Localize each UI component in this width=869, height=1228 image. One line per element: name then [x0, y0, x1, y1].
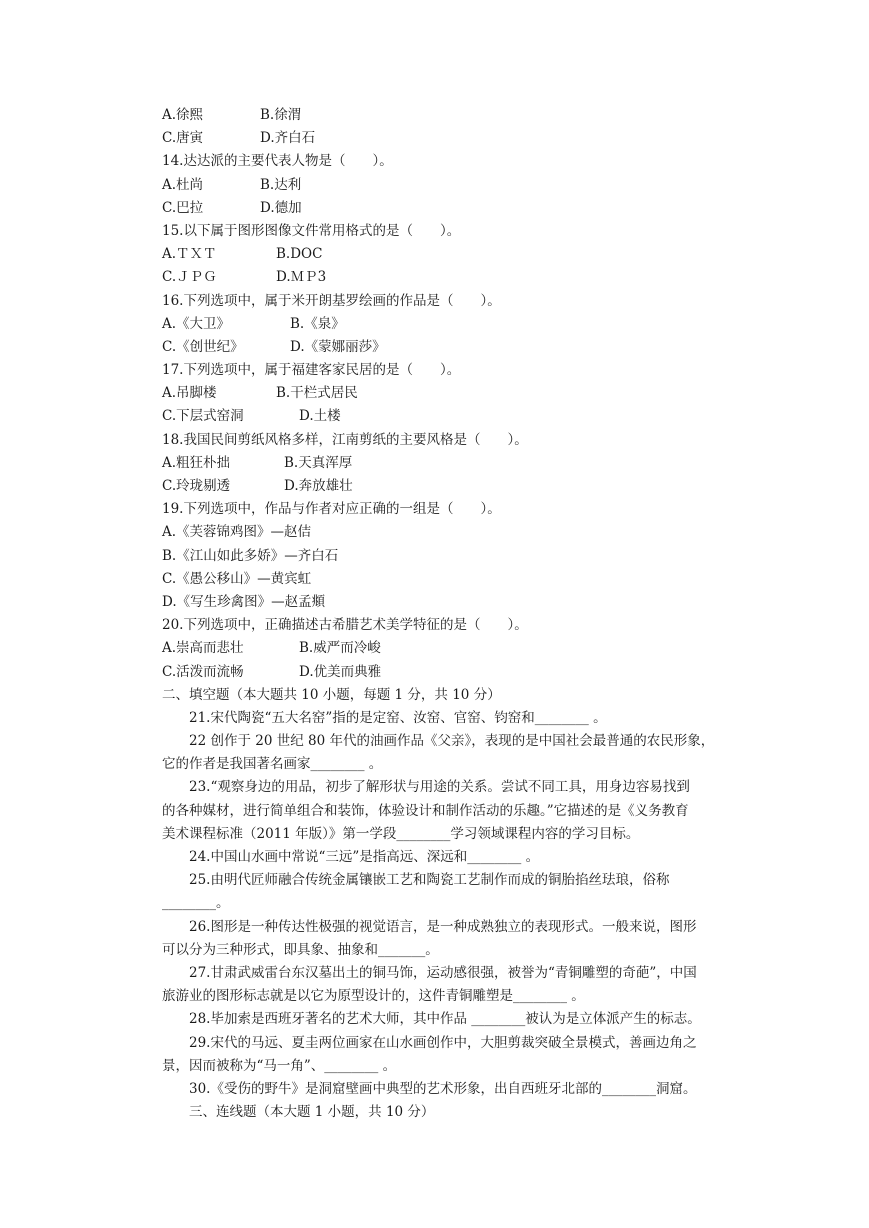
q22-line-2: 它的作者是我国著名画家________ 。 [162, 756, 383, 773]
q17-option-d: D.土楼 [299, 408, 341, 425]
q22-line-1: 22 创作于 20 世纪 80 年代的油画作品《父亲》，表现的是中国社会最普通的农民形象， [189, 733, 715, 750]
q20-options-row-2 [162, 661, 742, 684]
q19-option-c: C.《愚公移山》—黄宾虹 [162, 570, 312, 587]
q17-options-row-2 [162, 405, 742, 428]
q28-text: 28.毕加索是西班牙著名的艺术大师，其中作品 ________被认为是立体派产生的标志。 [189, 1011, 701, 1028]
q16-options-row-1 [162, 313, 742, 336]
q14-options-row-2 [162, 197, 742, 220]
q13-option-b: B.徐渭 [260, 107, 302, 123]
q20-option-a: A.崇高而悲壮 [162, 640, 244, 657]
q26-line-1: 26.图形是一种传达性极强的视觉语言，是一种成熟独立的表现形式。一般来说，图形 [189, 918, 697, 935]
q16-options-row-2 [162, 336, 742, 359]
q17-option-b: B.干栏式居民 [276, 385, 358, 402]
q15-options-row-2 [162, 266, 742, 289]
q19-stem: 19.下列选项中，作品与作者对应正确的一组是（ ）。 [162, 501, 501, 518]
q27-line-2: 旅游业的图形标志就是以它为原型设计的，这件青铜雕塑是________ 。 [162, 988, 585, 1005]
q19-option-a: A.《芙蓉锦鸡图》—赵佶 [162, 524, 312, 541]
q20-option-c: C.活泼而流畅 [162, 663, 244, 680]
q17-option-a: A.吊脚楼 [162, 385, 217, 402]
q25-line-1: 25.由明代匠师融合传统金属镶嵌工艺和陶瓷工艺制作而成的铜胎掐丝珐琅，俗称 [189, 872, 670, 889]
q16-option-d: D.《蒙娜丽莎》 [290, 338, 386, 355]
q13-options-row-1 [162, 104, 742, 127]
q23-line-1: 23.“观察身边的用品，初步了解形状与用途的关系。尝试不同工具，用身边容易找到 [189, 779, 690, 796]
q26-line-2: 可以分为三种形式，即具象、抽象和_______。 [162, 941, 439, 958]
q24-text: 24.中国山水画中常说“三远”是指高远、深远和________ 。 [189, 849, 540, 865]
section-2-title: 二、填空题（本大题共 10 小题，每题 1 分，共 10 分） [162, 686, 501, 703]
q19-option-d: D.《写生珍禽图》—赵孟頫 [162, 593, 326, 610]
q13-option-d: D.齐白石 [260, 130, 316, 147]
q23-line-3: 美术课程标准（2011 年版）》第一学段________学习领域课程内容的学习目标。 [162, 825, 640, 842]
q18-options-row-2 [162, 475, 742, 498]
q18-options-row-1 [162, 452, 742, 475]
section-3-title: 三、连线题（本大题 1 小题，共 10 分） [189, 1104, 435, 1121]
q16-option-b: B.《泉》 [290, 315, 345, 332]
q14-option-a: A.杜尚 [162, 176, 204, 193]
q17-stem: 17.下列选项中，属于福建客家民居的是（ ）。 [162, 362, 461, 379]
q20-stem: 20.下列选项中，正确描述古希腊艺术美学特征的是（ ）。 [162, 617, 528, 634]
q14-option-b: B.达利 [260, 176, 302, 193]
q18-stem: 18.我国民间剪纸风格多样，江南剪纸的主要风格是（ ）。 [162, 431, 528, 448]
q13-options-row-2 [162, 127, 742, 150]
q30-text: 30.《受伤的野牛》是洞窟壁画中典型的艺术形象，出自西班牙北部的________洞窟。 [189, 1080, 697, 1097]
q27-line-1: 27.甘肃武威雷台东汉墓出土的铜马饰，运动感很强，被誉为“青铜雕塑的奇葩”，中国 [189, 964, 697, 981]
q15-stem: 15.以下属于图形图像文件常用格式的是（ ）。 [162, 222, 461, 239]
q20-option-d: D.优美而典雅 [299, 663, 382, 680]
exam-page [162, 104, 742, 1124]
q16-stem: 16.下列选项中，属于米开朗基罗绘画的作品是（ ）。 [162, 292, 501, 309]
q18-option-a: A.粗狂朴拙 [162, 454, 231, 471]
q13-option-c: C.唐寅 [162, 130, 204, 147]
q16-option-c: C.《创世纪》 [162, 338, 244, 355]
q13-option-a: A.徐熙 [162, 107, 204, 123]
q20-option-b: B.威严而冷峻 [299, 640, 381, 657]
q25-line-2: ________。 [162, 895, 230, 912]
q15-option-b: B.DOC [276, 246, 323, 263]
q18-option-c: C.玲珑剔透 [162, 478, 231, 494]
q14-stem: 14.达达派的主要代表人物是（ ）。 [162, 153, 393, 170]
q20-options-row-1 [162, 637, 742, 660]
q19-option-b: B.《江山如此多娇》—齐白石 [162, 547, 339, 564]
q17-options-row-1 [162, 382, 742, 405]
q21-text: 21.宋代陶瓷“五大名窑”指的是定窑、汝窑、官窑、钧窑和________ 。 [189, 709, 607, 726]
q29-line-2: 景，因而被称为“马一角”、________ 。 [162, 1057, 397, 1074]
q15-option-c: C.ＪＰＧ [162, 269, 217, 286]
q17-option-c: C.下层式窑洞 [162, 408, 244, 425]
q15-options-row-1 [162, 243, 742, 266]
q18-option-b: B.天真浑厚 [284, 454, 353, 471]
q14-option-c: C.巴拉 [162, 199, 204, 216]
q16-option-a: A.《大卫》 [162, 315, 231, 332]
q23-line-2: 的各种媒材，进行简单组合和装饰，体验设计和制作活动的乐趣。”它描述的是《义务教育 [162, 802, 689, 819]
q14-options-row-1 [162, 174, 742, 197]
q15-option-a: A.ＴＸＴ [162, 246, 217, 263]
q15-option-d: D.ＭＰ3 [276, 269, 327, 286]
q14-option-d: D.德加 [260, 199, 302, 216]
q29-line-1: 29.宋代的马远、夏圭两位画家在山水画创作中，大胆剪裁突破全景模式，善画边角之 [189, 1034, 697, 1051]
q18-option-d: D.奔放雄壮 [284, 478, 353, 494]
